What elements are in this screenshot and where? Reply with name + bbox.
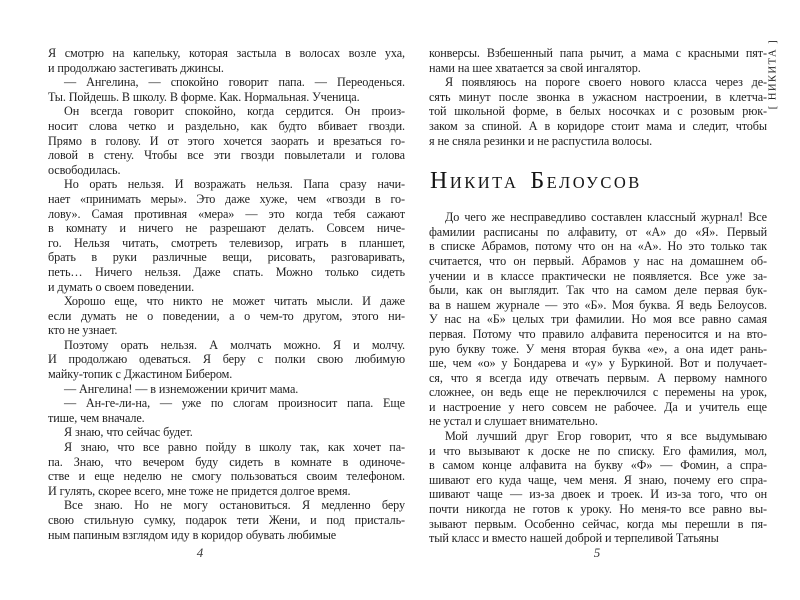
paragraph	[48, 440, 405, 498]
text-line: сять минут после звонка в ужасном настроении, в клетча-	[429, 89, 767, 104]
text-line: го. Нельзя читать, смотреть телевизор, играть в планшет,	[48, 235, 405, 250]
paragraph	[48, 75, 405, 104]
text-line: конверсы. Взбешенный папа рычит, а мама с красными пят-	[429, 46, 767, 60]
paragraph	[429, 75, 767, 148]
text-line: не устал и слушает внимательно.	[429, 414, 598, 429]
text-line: фамилии расписаны по алфавиту, от «А» до «Я». Первый	[429, 224, 767, 239]
text-line: Хорошо еще, что никто не может читать мысли. И даже	[64, 294, 405, 309]
text-line: учении и в классе практически не появляется. Все уже за-	[429, 268, 767, 283]
text-line: брать в руки различные вещи, рисовать, разговаривать,	[48, 250, 405, 265]
text-line: ше, чем «о» у Бондарева и «у» у Буркиной. Вот и получает-	[429, 356, 767, 371]
paragraph	[48, 294, 405, 338]
chapter-margin-tab: [ НИКИТА ]	[767, 38, 779, 110]
text-line: И продолжаю одеваться. Я беру с полки свою любимую	[48, 352, 405, 367]
text-line: и продолжаю застегивать джинсы.	[48, 60, 224, 75]
text-line: почти никогда не готов к уроку. Но меня-то все равно вы-	[429, 502, 767, 517]
text-line: рую букву тоже. У меня вторая буква «е», а она идет рань-	[429, 341, 767, 356]
text-line: свою стильную сумку, подарок тети Жени, и под присталь-	[48, 513, 405, 527]
text-line: па. Знаю, что вечером буду сидеть в комнате в одиноче-	[48, 454, 405, 469]
paragraph	[48, 46, 405, 75]
text-line: ся, что я всегда иду отвечать первым. А первому намного	[429, 370, 767, 385]
text-line: заком за спиной. А в коридоре стоит мама и следит, чтобы	[429, 118, 767, 133]
paragraph	[48, 396, 405, 425]
paragraph	[429, 429, 767, 546]
text-line: тише, чем вначале.	[48, 410, 145, 425]
text-line: я не сняла резинки и не распустила волосы.	[429, 133, 653, 148]
text-line: Я знаю, что все равно пойду в школу так, как хочет па-	[64, 440, 405, 455]
text-line: Я появляюсь на пороге своего нового класса через де-	[445, 75, 767, 90]
paragraph	[48, 177, 405, 294]
paragraph	[429, 46, 767, 75]
text-line: если думать не о поведении, а о чем-то другом, этого ни-	[48, 308, 405, 323]
text-line: И гулять, скорее всего, мне тоже не придется долгое время.	[48, 483, 351, 498]
text-line: Он всегда говорит спокойно, когда сердится. Он произ-	[64, 104, 405, 119]
text-line: Поэтому орать нельзя. А молчать можно. Я и молчу.	[64, 337, 405, 352]
text-line: освободилась.	[48, 162, 121, 177]
right-page-text-column	[429, 46, 767, 546]
text-line: нает «принимать меры». Это даже хуже, чем «гвозди в го-	[48, 191, 405, 206]
text-line: в списке Абрамов, потому что он на «А». Но это только так	[429, 239, 767, 254]
text-line: петь… Ничего нельзя. Даже спать. Можно только сидеть	[48, 264, 405, 279]
chapter-heading-word: НИКИТА	[430, 168, 519, 195]
text-line: лову». Самая противная «мера» — это когда тебя сажают	[48, 206, 405, 221]
text-line: ловой в стену. Чтобы все эти гвозди повылетали и голова	[48, 148, 405, 163]
left-page-text-column	[48, 46, 405, 542]
page-number-left: 4	[196, 545, 204, 560]
text-line: в самом конце алфавита на букву «Ф» — Фомин, а спра-	[429, 458, 767, 473]
paragraph	[48, 104, 405, 177]
text-line: и настроение у него совсем не рабочее. Да и учитель еще	[429, 399, 767, 414]
text-line: Ты. Пойдешь. В школу. В форме. Как. Нормальная. Ученица.	[48, 89, 360, 104]
text-line: Но орать нельзя. И возражать нельзя. Папа сразу начи-	[64, 177, 405, 192]
text-line: — Ан-ге-ли-на, — уже по слогам произносит папа. Еще	[64, 396, 405, 411]
paragraph	[48, 425, 405, 440]
text-line: — Ангелина, — спокойно говорит папа. — Переоденься.	[64, 75, 405, 90]
text-line: У нас на «Б» целых три фамилии. Но моя все равно самая	[429, 312, 767, 327]
text-line: той школьной форме, в белых носочках и с розовым рюк-	[429, 104, 767, 119]
paragraph	[48, 382, 405, 397]
text-line: сложнее, он ведь еще не переключился с перемены на урок,	[429, 385, 767, 400]
chapter-heading	[430, 168, 767, 195]
text-line: и думать о своем поведении.	[48, 279, 195, 294]
text-line: До чего же несправедливо составлен классный журнал! Все	[445, 210, 767, 225]
text-line: и что вызывают к доске не по списку. Его фамилия, мол,	[429, 443, 767, 458]
text-line: в комнату и ничего не разрешают делать. Совсем ниче-	[48, 221, 405, 236]
page-number-right: 5	[593, 545, 601, 560]
text-line: тый класс и вместо нашей доброй и терпеливой Татьяны	[429, 531, 719, 546]
text-line: — Ангелина! — в изнеможении кричит мама.	[64, 381, 299, 396]
text-line: зывают первым. Особенно сейчас, когда мы перешли в пя-	[429, 516, 767, 531]
text-line: нами на шее хватается за свой ингалятор.	[429, 60, 641, 75]
text-line: первая. Потому что правило алфавита переносится и на вто-	[429, 326, 767, 341]
text-line: Я знаю, что сейчас будет.	[64, 425, 193, 440]
text-line: Мой лучший друг Егор говорит, что я все выдумываю	[445, 429, 767, 444]
text-line: шивают чаще — из-за двоек и троек. И из-за того, что он	[429, 487, 767, 502]
text-line: Прямо в голову. И от этого хочется заорать и врезаться го-	[48, 133, 405, 148]
text-line: Все знаю. Но не могу остановиться. Я медленно беру	[64, 498, 405, 513]
text-line: Я смотрю на капельку, которая застыла в волосах возле уха,	[48, 46, 405, 60]
text-line: были, как он выглядит. Так что на самом деле первая бук-	[429, 283, 767, 298]
paragraph	[48, 498, 405, 542]
text-line: ным папиным взглядом иду в коридор обувать любимые	[48, 527, 337, 542]
chapter-heading-word: БЕЛОУСОВ	[530, 168, 642, 195]
text-line: шивают его куда чаще, чем меня. Я знаю, почему его спра-	[429, 472, 767, 487]
text-line: майку-топик с Джастином Бибером.	[48, 367, 233, 382]
text-line: стве и еще неделю не смогу пользоваться своим телефоном.	[48, 469, 405, 484]
text-line: считается, что он первый. Абрамов у нас на домашнем об-	[429, 253, 767, 268]
text-line: носит слова четко и раздельно, как будто вбивает гвозди.	[48, 118, 405, 133]
text-line: кто не узнает.	[48, 323, 118, 338]
text-line: ва в нашем журнале — это «Б». Моя буква. Я ведь Белоусов.	[429, 297, 767, 312]
paragraph	[48, 338, 405, 382]
paragraph	[429, 210, 767, 429]
